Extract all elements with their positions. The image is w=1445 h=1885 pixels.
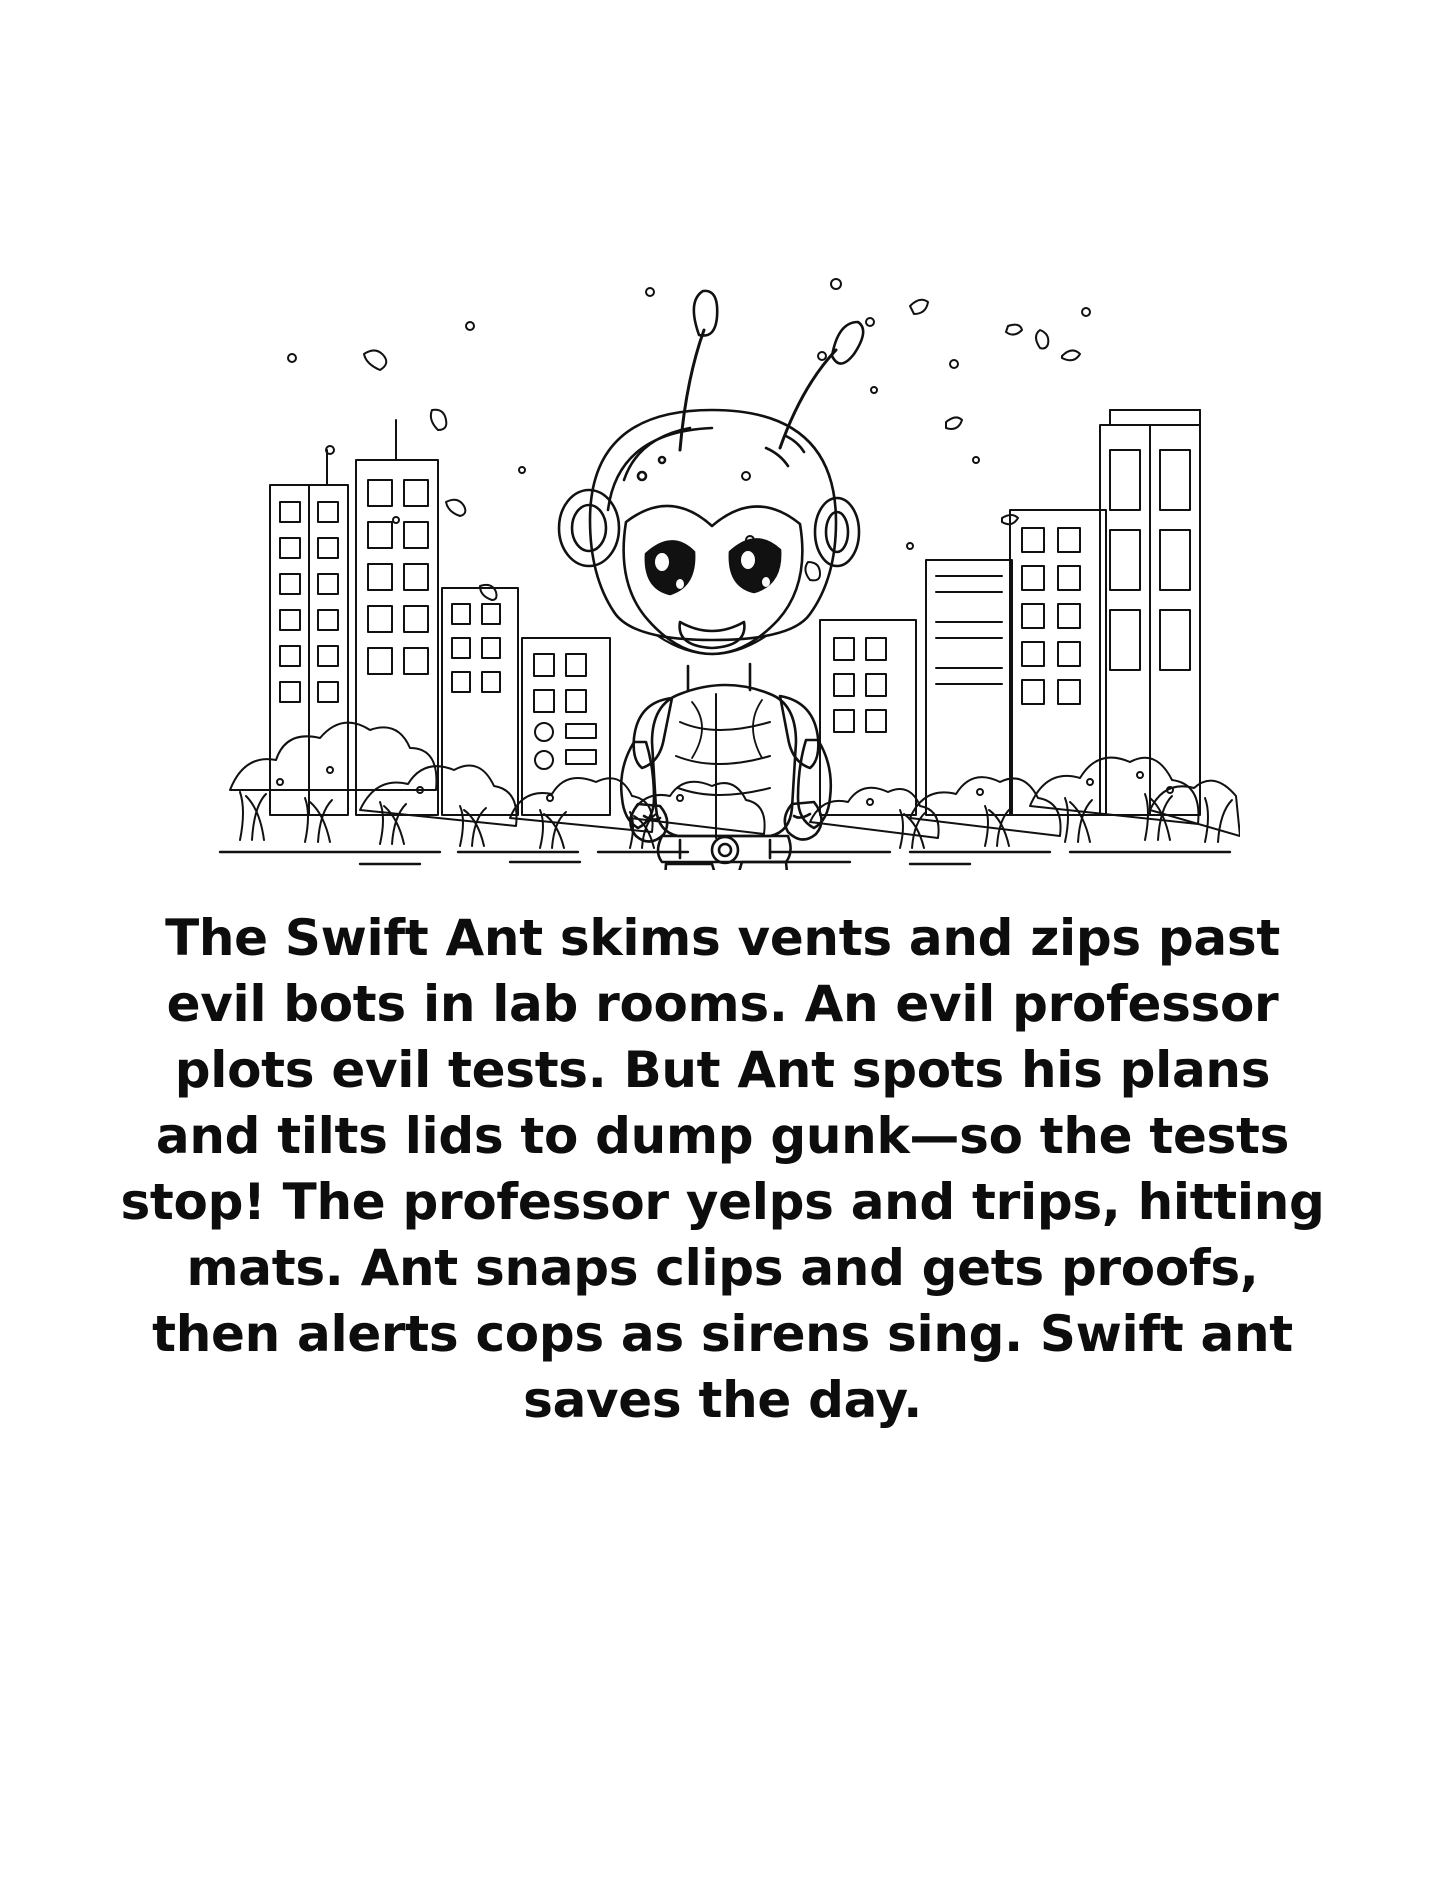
swift-ant-illustration <box>210 270 1240 870</box>
story-paragraph: The Swift Ant skims vents and zips past evil bots in lab rooms. An evil professor plots evil tests. But Ant spots his plans and tilts lids to dump gunk—so the tests stop! The professor yelps and trips, hitting mats. Ant snaps clips and gets proofs, then alerts cops as sirens sing. Swift ant saves the day. <box>120 909 1325 1429</box>
skyline-right <box>820 410 1200 815</box>
skyline-left <box>270 420 610 815</box>
grass <box>240 792 1232 848</box>
bushes <box>230 723 1240 838</box>
